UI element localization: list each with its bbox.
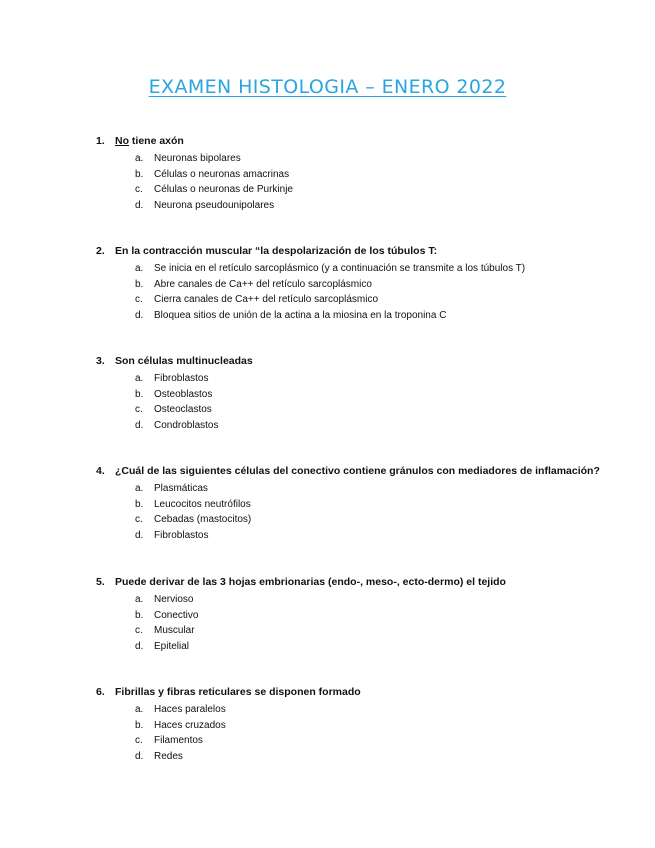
option-c (96, 292, 636, 308)
question-number: 4. (96, 465, 105, 477)
question-number: 2. (96, 245, 105, 257)
option-a (96, 151, 636, 167)
exam-title: EXAMEN HISTOLOGIA – ENERO 2022 (148, 76, 507, 98)
option-text: Abre canales de Ca++ del retículo sarcoplásmico (154, 278, 372, 290)
option-text: Haces paralelos (154, 704, 226, 715)
question-6 (96, 685, 636, 764)
question-text (115, 135, 184, 147)
question-number: 3. (96, 355, 105, 367)
option-a (96, 371, 636, 387)
option-letter: d. (135, 640, 144, 652)
question-number: 1. (96, 135, 105, 147)
option-text: Bloquea sitios de unión de la actina a la miosina en la troponina C (154, 309, 447, 321)
option-d (96, 528, 636, 544)
option-text: Células o neuronas amacrinas (154, 168, 290, 180)
option-b (96, 497, 636, 513)
option-letter: a. (135, 373, 144, 384)
option-d (96, 198, 636, 214)
question-number: 6. (96, 686, 105, 698)
question-3 (96, 354, 636, 433)
option-d (96, 639, 636, 655)
option-text: Neuronas bipolares (154, 153, 241, 164)
question-5 (96, 575, 636, 654)
option-text: Leucocitos neutrófilos (154, 498, 251, 510)
option-letter: c. (135, 514, 143, 525)
option-text: Conectivo (154, 609, 199, 621)
question-1 (96, 134, 636, 213)
option-letter: b. (135, 388, 144, 400)
options-list (96, 151, 636, 213)
option-text: Se inicia en el retículo sarcoplásmico (y a continuación se transmite a los túbulos T) (154, 263, 526, 274)
question-2 (96, 244, 636, 323)
option-c (96, 733, 636, 749)
option-letter: c. (135, 625, 143, 636)
question-text: Fibrillas y fibras reticulares se disponen formado (115, 686, 361, 698)
option-letter: d. (135, 529, 144, 541)
option-letter: a. (135, 704, 144, 715)
option-letter: a. (135, 153, 144, 164)
option-letter: a. (135, 483, 144, 494)
option-text: Cierra canales de Ca++ del retículo sarcoplásmico (154, 294, 378, 305)
question-heading (96, 244, 636, 259)
option-text: Neurona pseudounipolares (154, 199, 275, 211)
option-c (96, 512, 636, 528)
option-c (96, 402, 636, 418)
option-text: Osteoclastos (154, 404, 212, 415)
option-d (96, 308, 636, 324)
option-text: Muscular (154, 625, 195, 636)
option-b (96, 277, 636, 293)
options-list (96, 371, 636, 433)
option-d (96, 749, 636, 765)
option-b (96, 167, 636, 183)
option-c (96, 182, 636, 198)
option-a (96, 702, 636, 718)
option-text: Redes (154, 750, 183, 762)
option-text: Fibroblastos (154, 529, 209, 541)
option-letter: c. (135, 735, 143, 746)
question-heading (96, 575, 636, 590)
option-b (96, 387, 636, 403)
options-list (96, 481, 636, 543)
options-list (96, 592, 636, 654)
option-text: Fibroblastos (154, 373, 209, 384)
option-text: Células o neuronas de Purkinje (154, 184, 293, 195)
option-d (96, 418, 636, 434)
question-text: Son células multinucleadas (115, 355, 253, 367)
option-c (96, 623, 636, 639)
option-text: Condroblastos (154, 419, 219, 431)
option-b (96, 718, 636, 734)
option-text: Filamentos (154, 735, 203, 746)
question-text: ¿Cuál de las siguientes células del conectivo contiene gránulos con mediadores de inflamación? (115, 465, 600, 477)
question-text-body: tiene axón (129, 135, 184, 147)
option-text: Haces cruzados (154, 719, 226, 731)
option-letter: d. (135, 750, 144, 762)
option-letter: d. (135, 419, 144, 431)
option-letter: b. (135, 168, 144, 180)
options-list (96, 702, 636, 764)
option-letter: c. (135, 184, 143, 195)
question-text-emphasis: No (115, 135, 129, 147)
option-a (96, 481, 636, 497)
option-text: Osteoblastos (154, 388, 213, 400)
option-letter: d. (135, 199, 144, 211)
option-letter: b. (135, 609, 144, 621)
options-list (96, 261, 636, 323)
question-heading (96, 685, 636, 700)
option-letter: b. (135, 498, 144, 510)
option-letter: b. (135, 719, 144, 731)
option-letter: c. (135, 404, 143, 415)
option-a (96, 261, 636, 277)
question-4 (96, 464, 636, 543)
option-text: Epitelial (154, 640, 190, 652)
option-text: Plasmáticas (154, 483, 208, 494)
question-text: En la contracción muscular “la despolarización de los túbulos T: (115, 245, 438, 257)
question-text: Puede derivar de las 3 hojas embrionarias (endo-, meso-, ecto-dermo) el tejido (115, 576, 506, 588)
question-heading (96, 354, 636, 369)
question-number: 5. (96, 576, 105, 588)
option-letter: a. (135, 594, 144, 605)
option-letter: c. (135, 294, 143, 305)
option-text: Nervioso (154, 594, 194, 605)
option-a (96, 592, 636, 608)
option-letter: b. (135, 278, 144, 290)
option-letter: d. (135, 309, 144, 321)
question-heading (96, 134, 636, 149)
option-b (96, 608, 636, 624)
option-text: Cebadas (mastocitos) (154, 514, 252, 525)
option-letter: a. (135, 263, 144, 274)
question-heading (96, 464, 636, 479)
